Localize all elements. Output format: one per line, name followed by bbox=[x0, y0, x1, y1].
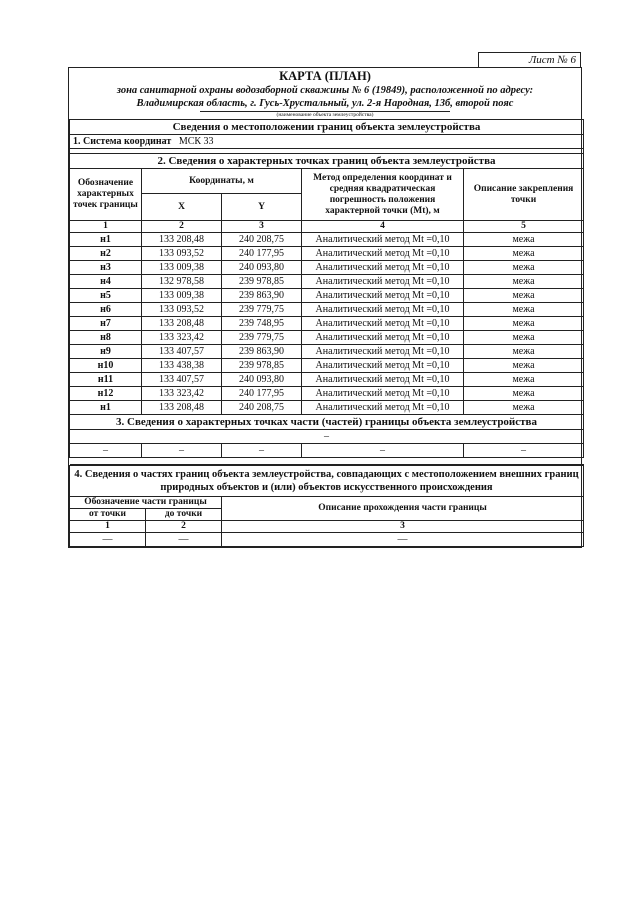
points-table-body bbox=[70, 233, 584, 415]
fixation: межа bbox=[464, 345, 584, 359]
method: Аналитический метод Mt =0,10 bbox=[302, 373, 464, 387]
col-desc-header: Описание закрепления точки bbox=[464, 169, 584, 221]
method: Аналитический метод Mt =0,10 bbox=[302, 261, 464, 275]
coord-y: 239 863,90 bbox=[222, 345, 302, 359]
fixation: межа bbox=[464, 233, 584, 247]
point-name: н3 bbox=[70, 261, 142, 275]
point-name: н10 bbox=[70, 359, 142, 373]
coord-system-value: МСК 33 bbox=[178, 136, 214, 147]
col-y-header: Y bbox=[222, 194, 302, 221]
coord-x: 133 323,42 bbox=[142, 387, 222, 401]
coord-y: 239 978,85 bbox=[222, 359, 302, 373]
table-row bbox=[70, 289, 584, 303]
col-parts-header: Обозначение части границы bbox=[70, 497, 222, 509]
document-title: КАРТА (ПЛАН) bbox=[279, 69, 371, 83]
coord-y: 239 748,95 bbox=[222, 317, 302, 331]
fixation: межа bbox=[464, 247, 584, 261]
col-num: 2 bbox=[142, 221, 222, 233]
col-num: 5 bbox=[464, 221, 584, 233]
section4-dash: — bbox=[70, 533, 146, 547]
method: Аналитический метод Mt =0,10 bbox=[302, 317, 464, 331]
method: Аналитический метод Mt =0,10 bbox=[302, 303, 464, 317]
document-header bbox=[69, 68, 581, 119]
point-name: н2 bbox=[70, 247, 142, 261]
col-from-header: от точки bbox=[70, 509, 146, 521]
coord-system-row bbox=[70, 135, 584, 149]
point-name: н8 bbox=[70, 331, 142, 345]
coord-x: 133 438,38 bbox=[142, 359, 222, 373]
col-num: 1 bbox=[70, 221, 142, 233]
method: Аналитический метод Mt =0,10 bbox=[302, 331, 464, 345]
coord-system-label: 1. Система координат bbox=[73, 136, 172, 147]
coord-y: 240 208,75 bbox=[222, 233, 302, 247]
method: Аналитический метод Mt =0,10 bbox=[302, 387, 464, 401]
fixation: межа bbox=[464, 303, 584, 317]
col-to-header: до точки bbox=[146, 509, 222, 521]
fixation: межа bbox=[464, 401, 584, 415]
coord-x: 133 407,57 bbox=[142, 345, 222, 359]
section3-title: 3. Сведения о характерных точках части (частей) границы объекта землеустройства bbox=[70, 415, 584, 430]
point-name: н1 bbox=[70, 401, 142, 415]
col-point-header: Обозначение характерных точек границы bbox=[70, 169, 142, 221]
coord-x: 133 323,42 bbox=[142, 331, 222, 345]
coord-x: 133 009,38 bbox=[142, 261, 222, 275]
section2-title: 2. Сведения о характерных точках границ объекта землеустройства bbox=[70, 154, 584, 169]
point-name: н1 bbox=[70, 233, 142, 247]
col-num: 4 bbox=[302, 221, 464, 233]
fixation: межа bbox=[464, 359, 584, 373]
fixation: межа bbox=[464, 331, 584, 345]
col-passage-header: Описание прохождения части границы bbox=[222, 497, 584, 521]
coord-y: 240 093,80 bbox=[222, 261, 302, 275]
point-name: н5 bbox=[70, 289, 142, 303]
object-description-line1: зона санитарной охраны водозаборной скважины № 6 (19849), расположенной по адресу: bbox=[116, 85, 534, 96]
table-row bbox=[70, 359, 584, 373]
table-row bbox=[70, 317, 584, 331]
section4-dash: — bbox=[146, 533, 222, 547]
method: Аналитический метод Mt =0,10 bbox=[302, 233, 464, 247]
col-x-header: X bbox=[142, 194, 222, 221]
coord-x: 133 208,48 bbox=[142, 317, 222, 331]
section3-dash: – bbox=[302, 444, 464, 458]
object-description-line2: Владимирская область, г. Гусь-Хрустальный, ул. 2-я Народная, 13б, второй пояс bbox=[136, 98, 514, 109]
section4-title: 4. Сведения о частях границ объекта землеустройства, совпадающих с местоположением внешних границ природных объектов и (или) объектов искусственного происхождения bbox=[70, 466, 584, 497]
method: Аналитический метод Mt =0,10 bbox=[302, 275, 464, 289]
section3-dash: – bbox=[222, 444, 302, 458]
coord-y: 239 863,90 bbox=[222, 289, 302, 303]
coord-x: 133 093,52 bbox=[142, 247, 222, 261]
coord-y: 240 177,95 bbox=[222, 387, 302, 401]
method: Аналитический метод Mt =0,10 bbox=[302, 345, 464, 359]
section4-dash: — bbox=[222, 533, 584, 547]
table-row bbox=[70, 261, 584, 275]
method: Аналитический метод Mt =0,10 bbox=[302, 247, 464, 261]
col-method-header: Метод определения координат и средняя квадратическая погрешность положения характерной точки (Mt), м bbox=[302, 169, 464, 221]
fixation: межа bbox=[464, 373, 584, 387]
section-main-title: Сведения о местоположении границ объекта землеустройства bbox=[70, 120, 584, 135]
coord-y: 239 779,75 bbox=[222, 331, 302, 345]
coord-x: 133 208,48 bbox=[142, 401, 222, 415]
point-name: н7 bbox=[70, 317, 142, 331]
method: Аналитический метод Mt =0,10 bbox=[302, 401, 464, 415]
section3-dash: – bbox=[464, 444, 584, 458]
section3-dash-row: – bbox=[70, 430, 584, 444]
section3-dash: – bbox=[70, 444, 142, 458]
table-row bbox=[70, 373, 584, 387]
table-row bbox=[70, 233, 584, 247]
coord-x: 133 407,57 bbox=[142, 373, 222, 387]
table-row bbox=[70, 345, 584, 359]
document-frame bbox=[68, 67, 582, 548]
point-name: н4 bbox=[70, 275, 142, 289]
table-row bbox=[70, 275, 584, 289]
fixation: межа bbox=[464, 275, 584, 289]
col-num: 3 bbox=[222, 521, 584, 533]
coord-x: 133 208,48 bbox=[142, 233, 222, 247]
table-row bbox=[70, 387, 584, 401]
col-num: 3 bbox=[222, 221, 302, 233]
table-row bbox=[70, 247, 584, 261]
section4-table bbox=[69, 465, 584, 547]
main-table bbox=[69, 119, 584, 465]
coord-y: 240 093,80 bbox=[222, 373, 302, 387]
col-num: 2 bbox=[146, 521, 222, 533]
section3-dash: – bbox=[142, 444, 222, 458]
coord-y: 240 208,75 bbox=[222, 401, 302, 415]
table-row bbox=[70, 401, 584, 415]
coord-y: 240 177,95 bbox=[222, 247, 302, 261]
col-num: 1 bbox=[70, 521, 146, 533]
coord-x: 133 009,38 bbox=[142, 289, 222, 303]
method: Аналитический метод Mt =0,10 bbox=[302, 289, 464, 303]
coord-x: 133 093,52 bbox=[142, 303, 222, 317]
fixation: межа bbox=[464, 317, 584, 331]
point-name: н9 bbox=[70, 345, 142, 359]
fixation: межа bbox=[464, 261, 584, 275]
method: Аналитический метод Mt =0,10 bbox=[302, 359, 464, 373]
table-row bbox=[70, 331, 584, 345]
point-name: н6 bbox=[70, 303, 142, 317]
point-name: н12 bbox=[70, 387, 142, 401]
fixation: межа bbox=[464, 289, 584, 303]
coord-x: 132 978,58 bbox=[142, 275, 222, 289]
col-coords-header: Координаты, м bbox=[142, 169, 302, 194]
object-caption: (наименование объекта землеустройства) bbox=[200, 111, 450, 119]
point-name: н11 bbox=[70, 373, 142, 387]
sheet-number: Лист № 6 bbox=[478, 52, 581, 67]
coord-y: 239 978,85 bbox=[222, 275, 302, 289]
spacer-row bbox=[70, 458, 584, 465]
fixation: межа bbox=[464, 387, 584, 401]
coord-y: 239 779,75 bbox=[222, 303, 302, 317]
table-row bbox=[70, 303, 584, 317]
